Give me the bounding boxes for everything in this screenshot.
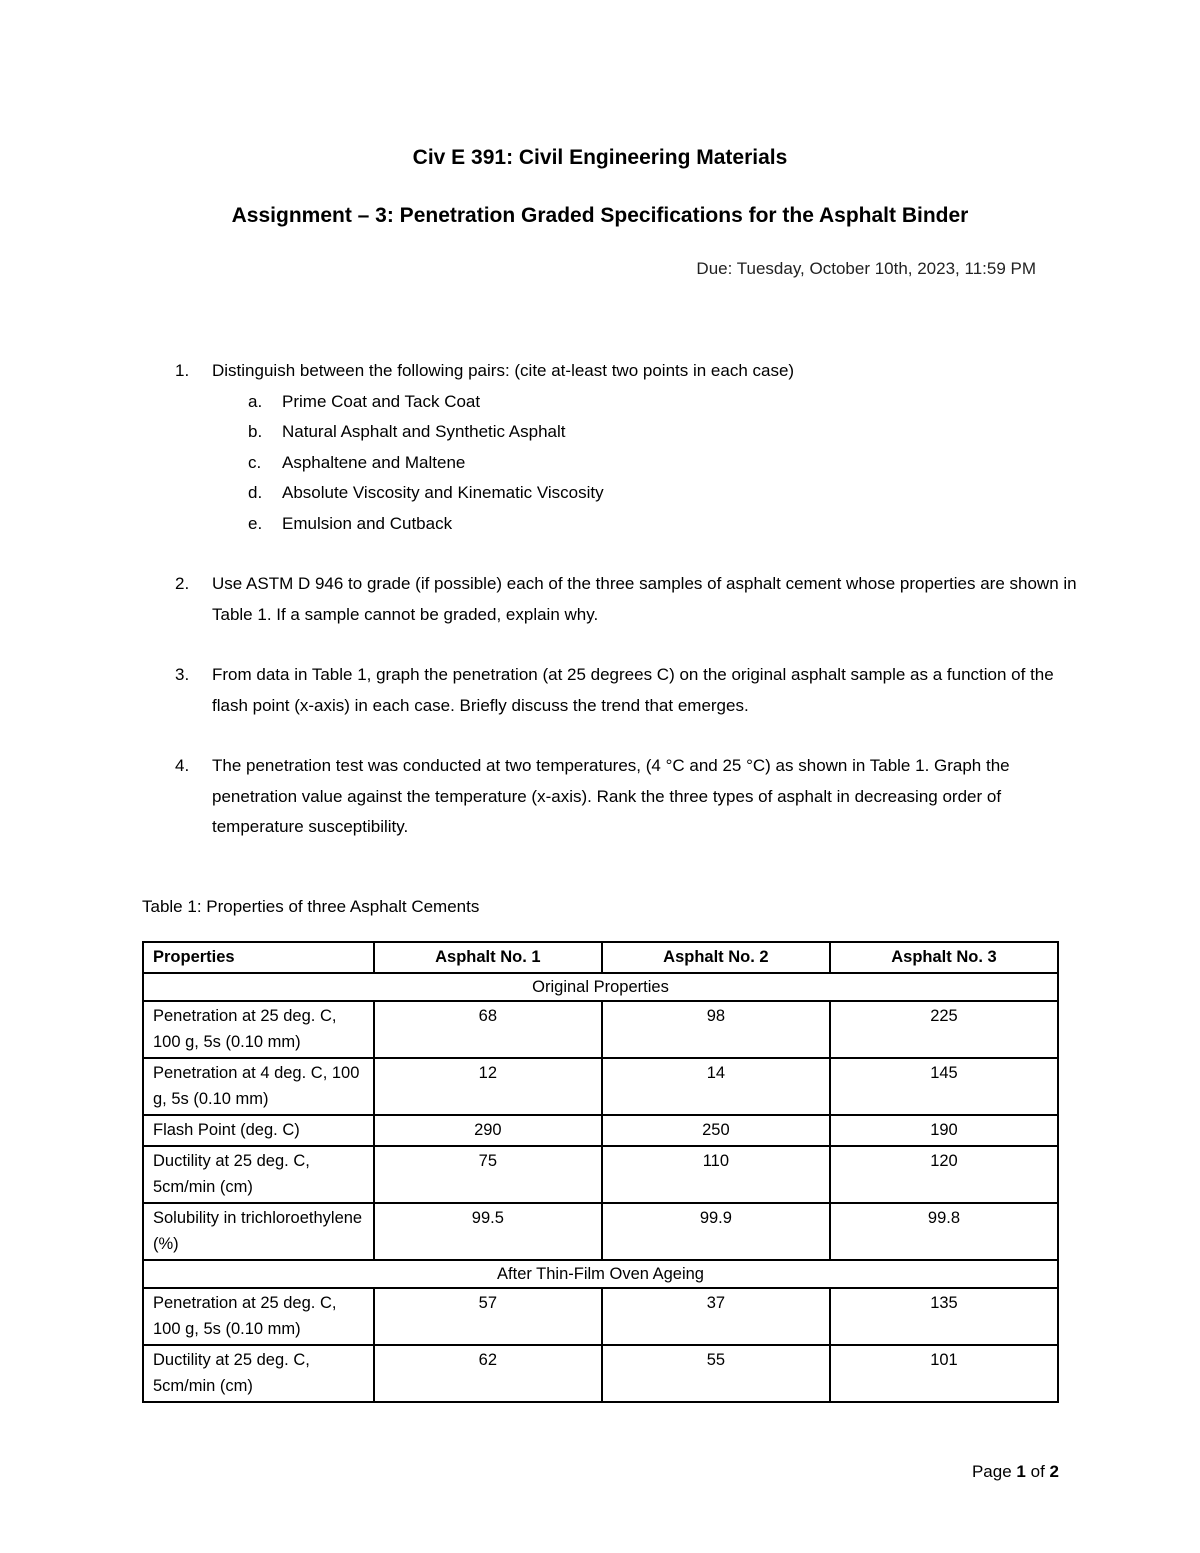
question-1	[0, 356, 1082, 539]
total-pages: 2	[1049, 1462, 1059, 1481]
value-cell: 99.5	[374, 1203, 602, 1260]
value-cell: 190	[830, 1115, 1058, 1146]
value-cell: 225	[830, 1001, 1058, 1058]
value-cell: 290	[374, 1115, 602, 1146]
sub-question-text: Asphaltene and Maltene	[282, 452, 466, 472]
question-3	[0, 660, 1082, 721]
question-number: 3.	[175, 665, 190, 684]
sub-question-letter: c.	[248, 452, 262, 472]
question-text: From data in Table 1, graph the penetration (at 25 degrees C) on the original asphalt sample as a function of the flash point (x-axis) in each case. Briefly discuss the trend that emerges.	[212, 665, 1054, 715]
question-list	[0, 356, 1200, 873]
value-cell: 57	[374, 1288, 602, 1345]
value-cell: 99.8	[830, 1203, 1058, 1260]
table-caption: Table 1: Properties of three Asphalt Cements	[142, 897, 480, 916]
column-header: Properties	[143, 942, 374, 973]
sub-question-b	[212, 417, 1082, 448]
section-row	[143, 1260, 1058, 1288]
table-row	[143, 1203, 1058, 1260]
property-cell: Penetration at 25 deg. C, 100 g, 5s (0.10 mm)	[143, 1001, 374, 1058]
sub-question-text: Prime Coat and Tack Coat	[282, 391, 481, 411]
value-cell: 135	[830, 1288, 1058, 1345]
table-row	[143, 1115, 1058, 1146]
sub-question-c	[212, 448, 1082, 479]
property-cell: Solubility in trichloroethylene (%)	[143, 1203, 374, 1260]
property-cell: Penetration at 4 deg. C, 100 g, 5s (0.10 mm)	[143, 1058, 374, 1115]
table-row	[143, 1146, 1058, 1203]
assignment-title: Assignment – 3: Penetration Graded Specifications for the Asphalt Binder	[231, 204, 969, 227]
value-cell: 68	[374, 1001, 602, 1058]
value-cell: 98	[602, 1001, 830, 1058]
column-header: Asphalt No. 3	[830, 942, 1058, 973]
section-title: Original Properties	[143, 973, 1058, 1001]
value-cell: 75	[374, 1146, 602, 1203]
question-text: The penetration test was conducted at two temperatures, (4 °C and 25 °C) as shown in Table 1. Graph the penetration value against the temperature (x-axis). Rank the three types of asphalt in decreasing order of temperature susceptibility.	[212, 756, 1010, 836]
value-cell: 101	[830, 1345, 1058, 1402]
page-number	[972, 1458, 1059, 1486]
value-cell: 250	[602, 1115, 830, 1146]
table-row	[143, 1345, 1058, 1402]
current-page: 1	[1016, 1462, 1026, 1481]
question-2	[0, 569, 1082, 630]
value-cell: 110	[602, 1146, 830, 1203]
question-text: Distinguish between the following pairs: (cite at-least two points in each case)	[212, 361, 795, 380]
of-label: of	[1030, 1462, 1045, 1481]
table-row	[143, 1001, 1058, 1058]
value-cell: 62	[374, 1345, 602, 1402]
sub-question-letter: a.	[248, 391, 263, 411]
question-4	[0, 751, 1082, 843]
sub-question-e	[212, 509, 1082, 540]
sub-question-letter: e.	[248, 513, 263, 533]
property-cell: Ductility at 25 deg. C, 5cm/min (cm)	[143, 1146, 374, 1203]
value-cell: 55	[602, 1345, 830, 1402]
sub-question-a	[212, 387, 1082, 418]
property-cell: Flash Point (deg. C)	[143, 1115, 374, 1146]
value-cell: 99.9	[602, 1203, 830, 1260]
section-title: After Thin-Film Oven Ageing	[143, 1260, 1058, 1288]
column-header: Asphalt No. 1	[374, 942, 602, 973]
course-title: Civ E 391: Civil Engineering Materials	[412, 146, 788, 169]
properties-table	[142, 941, 1059, 1403]
sub-question-letter: d.	[248, 483, 263, 502]
value-cell: 14	[602, 1058, 830, 1115]
question-number: 4.	[175, 756, 190, 775]
due-date: Due: Tuesday, October 10th, 2023, 11:59 PM	[696, 259, 1036, 278]
question-text: Use ASTM D 946 to grade (if possible) each of the three samples of asphalt cement whose properties are shown in Table 1. If a sample cannot be graded, explain why.	[212, 574, 1077, 624]
property-cell: Penetration at 25 deg. C, 100 g, 5s (0.10 mm)	[143, 1288, 374, 1345]
section-row	[143, 973, 1058, 1001]
value-cell: 12	[374, 1058, 602, 1115]
question-number: 1.	[175, 361, 190, 380]
table-row	[143, 1058, 1058, 1115]
value-cell: 120	[830, 1146, 1058, 1203]
question-number: 2.	[175, 574, 190, 593]
sub-question-letter: b.	[248, 422, 263, 441]
value-cell: 37	[602, 1288, 830, 1345]
sub-question-d	[212, 478, 1082, 509]
column-header: Asphalt No. 2	[602, 942, 830, 973]
sub-question-list	[212, 387, 1082, 540]
sub-question-text: Natural Asphalt and Synthetic Asphalt	[282, 422, 566, 441]
sub-question-text: Absolute Viscosity and Kinematic Viscosity	[282, 483, 604, 502]
page-label: Page	[971, 1462, 1012, 1481]
table-header-row	[143, 942, 1058, 973]
sub-question-text: Emulsion and Cutback	[282, 513, 453, 533]
property-cell: Ductility at 25 deg. C, 5cm/min (cm)	[143, 1345, 374, 1402]
table-row	[143, 1288, 1058, 1345]
value-cell: 145	[830, 1058, 1058, 1115]
